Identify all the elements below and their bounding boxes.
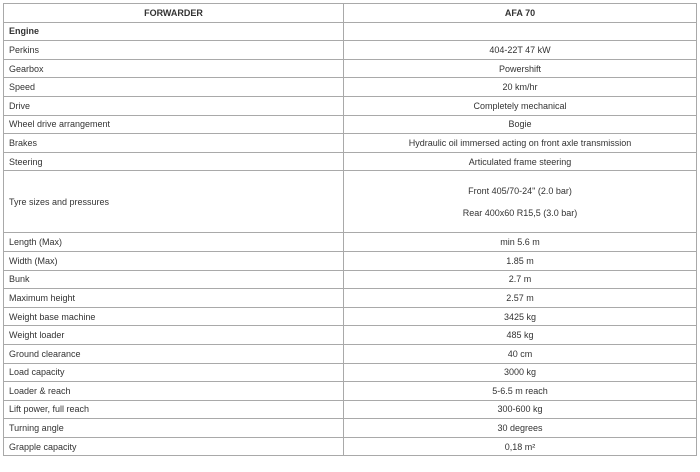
row-label: Loader & reach: [4, 382, 344, 401]
spec-table: [3, 3, 697, 456]
table-row: [4, 233, 697, 252]
row-value: Powershift: [344, 59, 697, 78]
table-row: [4, 251, 697, 270]
table-row: [4, 152, 697, 171]
row-value: Articulated frame steering: [344, 152, 697, 171]
row-value: 2.57 m: [344, 289, 697, 308]
table-row-tyres: [4, 171, 697, 233]
table-row: [4, 400, 697, 419]
row-value: 485 kg: [344, 326, 697, 345]
row-label: Perkins: [4, 41, 344, 60]
row-label: Brakes: [4, 134, 344, 153]
table-row: [4, 59, 697, 78]
row-label: Maximum height: [4, 289, 344, 308]
section-row-engine: [4, 22, 697, 41]
row-label: Gearbox: [4, 59, 344, 78]
table-row: [4, 419, 697, 438]
tyre-values: [344, 171, 697, 233]
table-row: [4, 96, 697, 115]
table-row: [4, 326, 697, 345]
row-value: 3000 kg: [344, 363, 697, 382]
table-row: [4, 115, 697, 134]
tyre-front-value: Front 405/70-24" (2.0 bar): [468, 185, 572, 196]
row-value: 1.85 m: [344, 251, 697, 270]
row-label: Speed: [4, 78, 344, 97]
row-value: 20 km/hr: [344, 78, 697, 97]
table-row: [4, 307, 697, 326]
row-label: Weight loader: [4, 326, 344, 345]
row-value: Completely mechanical: [344, 96, 697, 115]
row-value: 3425 kg: [344, 307, 697, 326]
row-value: Bogie: [344, 115, 697, 134]
row-label: Turning angle: [4, 419, 344, 438]
row-label: Weight base machine: [4, 307, 344, 326]
row-label: Ground clearance: [4, 344, 344, 363]
row-value: 0,18 m²: [344, 437, 697, 456]
row-label: Lift power, full reach: [4, 400, 344, 419]
row-value: 40 cm: [344, 344, 697, 363]
table-row: [4, 134, 697, 153]
row-value: 5-6.5 m reach: [344, 382, 697, 401]
section-value-empty: [344, 22, 697, 41]
row-label: Bunk: [4, 270, 344, 289]
table-row: [4, 382, 697, 401]
row-value: 2.7 m: [344, 270, 697, 289]
table-row: [4, 437, 697, 456]
table-row: [4, 78, 697, 97]
row-value: Hydraulic oil immersed acting on front axle transmission: [344, 134, 697, 153]
row-label: Wheel drive arrangement: [4, 115, 344, 134]
table-header-row: [4, 4, 697, 23]
table-row: [4, 363, 697, 382]
row-value: 404-22T 47 kW: [344, 41, 697, 60]
row-value: 30 degrees: [344, 419, 697, 438]
row-value: min 5.6 m: [344, 233, 697, 252]
table-row: [4, 270, 697, 289]
row-label: Steering: [4, 152, 344, 171]
table-row: [4, 289, 697, 308]
row-label: Width (Max): [4, 251, 344, 270]
tyre-label: Tyre sizes and pressures: [4, 171, 344, 233]
header-label: FORWARDER: [4, 4, 344, 23]
table-row: [4, 41, 697, 60]
row-value: 300-600 kg: [344, 400, 697, 419]
row-label: Load capacity: [4, 363, 344, 382]
row-label: Length (Max): [4, 233, 344, 252]
row-label: Drive: [4, 96, 344, 115]
section-label: Engine: [4, 22, 344, 41]
header-model: AFA 70: [344, 4, 697, 23]
table-row: [4, 344, 697, 363]
row-label: Grapple capacity: [4, 437, 344, 456]
tyre-rear-value: Rear 400x60 R15,5 (3.0 bar): [462, 207, 578, 218]
